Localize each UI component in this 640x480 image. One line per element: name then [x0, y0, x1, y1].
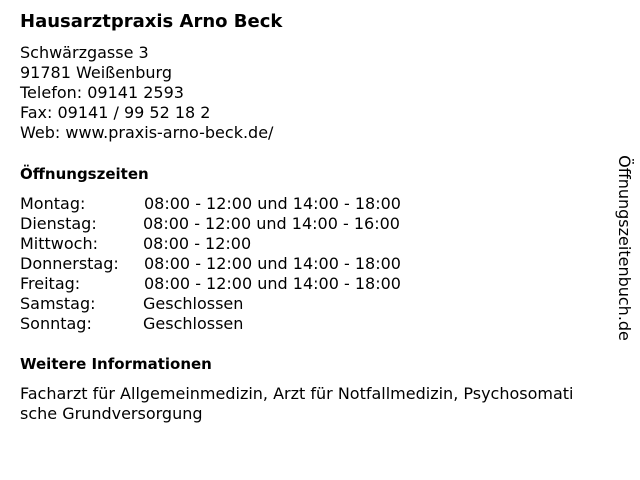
- further-info-heading: Weitere Informationen: [20, 355, 212, 373]
- opening-hours-heading: Öffnungszeiten: [20, 165, 149, 183]
- hours-value: Geschlossen: [143, 314, 244, 333]
- hours-value: 08:00 - 12:00 und 14:00 - 16:00: [143, 214, 400, 233]
- day-label: Mittwoch:: [20, 234, 98, 253]
- day-label: Sonntag:: [20, 314, 92, 333]
- contact-block: [20, 43, 273, 143]
- page-title: Hausarztpraxis Arno Beck: [20, 11, 283, 32]
- city-address: 91781 Weißenburg: [20, 63, 172, 82]
- street-address: Schwärzgasse 3: [20, 43, 149, 62]
- hours-value: Geschlossen: [143, 294, 244, 313]
- hours-value: 08:00 - 12:00 und 14:00 - 18:00: [144, 254, 401, 273]
- day-label: Dienstag:: [20, 214, 97, 233]
- further-info-text: [20, 384, 620, 424]
- info-line-1: Facharzt für Allgemeinmedizin, Arzt für Notfallmedizin, Psychosomati: [20, 384, 574, 403]
- phone-number: Telefon: 09141 2593: [20, 83, 184, 102]
- watermark-text: Öffnungszeitenbuch.de: [615, 155, 634, 341]
- hours-value: 08:00 - 12:00: [143, 234, 252, 253]
- day-label: Montag:: [20, 194, 86, 213]
- hours-value: 08:00 - 12:00 und 14:00 - 18:00: [144, 194, 401, 213]
- hours-value: 08:00 - 12:00 und 14:00 - 18:00: [144, 274, 401, 293]
- day-label: Samstag:: [20, 294, 96, 313]
- website-line: Web: www.praxis-arno-beck.de/: [20, 123, 274, 142]
- day-label: Donnerstag:: [20, 254, 119, 273]
- fax-number: Fax: 09141 / 99 52 18 2: [20, 103, 211, 122]
- day-label: Freitag:: [20, 274, 81, 293]
- info-line-2: sche Grundversorgung: [20, 404, 203, 423]
